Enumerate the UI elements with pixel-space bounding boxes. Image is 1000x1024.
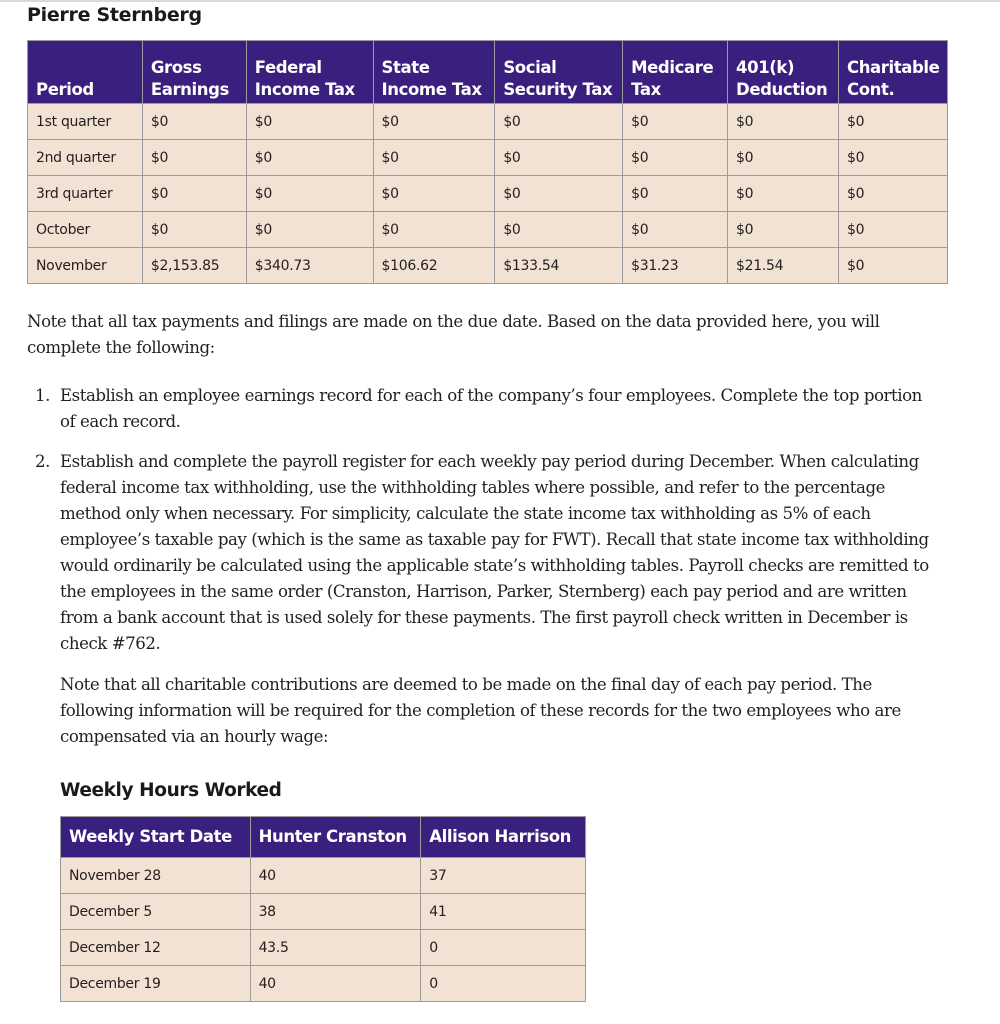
value-cell: $0 bbox=[623, 212, 728, 248]
note-charitable bbox=[60, 672, 930, 750]
instruction-text: Establish an employee earnings record for each of the company’s four employees. Complete the top portion of each record. bbox=[60, 386, 922, 431]
column-header-text: Income Tax bbox=[381, 80, 482, 99]
top-rule bbox=[0, 0, 1000, 2]
instruction-number: 2. bbox=[35, 452, 50, 471]
table-row bbox=[28, 248, 948, 284]
value-cell: $0 bbox=[728, 176, 839, 212]
hours-body bbox=[61, 858, 586, 1002]
column-header bbox=[246, 41, 373, 104]
value-cell: $0 bbox=[623, 176, 728, 212]
table-row bbox=[28, 176, 948, 212]
row-label-cell: 3rd quarter bbox=[28, 176, 143, 212]
value-cell: $0 bbox=[728, 212, 839, 248]
value-cell: $21.54 bbox=[728, 248, 839, 284]
instruction-item bbox=[27, 449, 937, 657]
column-header-text: Social bbox=[503, 58, 557, 77]
employee-heading: Pierre Sternberg bbox=[27, 4, 202, 26]
value-cell: $0 bbox=[838, 176, 947, 212]
table-row bbox=[28, 212, 948, 248]
column-header-text: Period bbox=[36, 80, 94, 99]
column-header-text: Tax bbox=[631, 80, 661, 99]
value-cell: $0 bbox=[495, 104, 623, 140]
column-header bbox=[61, 817, 251, 858]
column-header-text: Weekly Start Date bbox=[69, 827, 232, 846]
instruction-text: Establish and complete the payroll register for each weekly pay period during December. When calculating federal income tax withholding, use the withholding tables where possible, and refer to the percentage method only when necessary. For simplicity, calculate the state income tax withholding as 5% of each employee’s taxable pay (which is the same as taxable pay for FWT). Recall that state income tax withholding would ordinarily be calculated using the applicable state’s withholding tables. Payroll checks are remitted to the employees in the same order (Cranston, Harrison, Parker, Sternberg) each pay period and are written from a bank account that is used solely for these payments. The first payroll check written in December is check #762. bbox=[60, 452, 929, 653]
column-header-text: Income Tax bbox=[254, 80, 355, 99]
column-header-text: Hunter Cranston bbox=[258, 827, 407, 846]
note-intro bbox=[27, 309, 927, 361]
row-label-cell: December 12 bbox=[61, 930, 251, 966]
value-cell: $0 bbox=[838, 248, 947, 284]
column-header-text: Medicare bbox=[631, 58, 714, 77]
column-header bbox=[28, 41, 143, 104]
column-header-text: Allison Harrison bbox=[429, 827, 572, 846]
row-label-cell: November 28 bbox=[61, 858, 251, 894]
column-header bbox=[728, 41, 839, 104]
payroll-body bbox=[28, 104, 948, 284]
column-header bbox=[495, 41, 623, 104]
table-row bbox=[28, 140, 948, 176]
value-cell: 0 bbox=[421, 966, 586, 1002]
row-label-cell: December 19 bbox=[61, 966, 251, 1002]
value-cell: $0 bbox=[373, 104, 495, 140]
column-header bbox=[142, 41, 246, 104]
value-cell: $0 bbox=[728, 104, 839, 140]
instruction-number: 1. bbox=[35, 386, 50, 405]
column-header-text: Cont. bbox=[846, 80, 895, 99]
value-cell: $0 bbox=[246, 176, 373, 212]
value-cell: $133.54 bbox=[495, 248, 623, 284]
value-cell: $0 bbox=[246, 212, 373, 248]
payroll-table bbox=[27, 40, 948, 284]
column-header bbox=[623, 41, 728, 104]
column-header bbox=[838, 41, 947, 104]
column-header-text: Gross bbox=[150, 58, 202, 77]
column-header-text: 401(k) bbox=[736, 58, 795, 77]
value-cell: $0 bbox=[373, 212, 495, 248]
value-cell: 0 bbox=[421, 930, 586, 966]
value-cell: $0 bbox=[495, 140, 623, 176]
column-header-text: Deduction bbox=[736, 80, 828, 99]
instructions-list bbox=[27, 383, 937, 657]
value-cell: $0 bbox=[838, 140, 947, 176]
value-cell: $0 bbox=[495, 212, 623, 248]
column-header-text: Earnings bbox=[150, 80, 229, 99]
value-cell: $0 bbox=[142, 176, 246, 212]
value-cell: 41 bbox=[421, 894, 586, 930]
value-cell: $0 bbox=[623, 140, 728, 176]
column-header-text: Charitable bbox=[846, 58, 940, 77]
note-intro-text: Note that all tax payments and filings are made on the due date. Based on the data provided here, you will complete the following: bbox=[27, 312, 880, 357]
value-cell: $106.62 bbox=[373, 248, 495, 284]
value-cell: $0 bbox=[495, 176, 623, 212]
table-row bbox=[61, 894, 586, 930]
value-cell: 43.5 bbox=[250, 930, 421, 966]
value-cell: $0 bbox=[373, 140, 495, 176]
value-cell: $0 bbox=[838, 212, 947, 248]
value-cell: 40 bbox=[250, 858, 421, 894]
table-row bbox=[61, 858, 586, 894]
row-label-cell: December 5 bbox=[61, 894, 251, 930]
value-cell: $2,153.85 bbox=[142, 248, 246, 284]
instruction-item bbox=[27, 383, 937, 435]
note-charitable-text: Note that all charitable contributions are deemed to be made on the final day of each pay period. The following information will be required for the completion of these records for the two employees who are compensated via an hourly wage: bbox=[60, 675, 901, 746]
hours-table-title: Weekly Hours Worked bbox=[60, 780, 282, 801]
hours-header-row bbox=[61, 817, 586, 858]
column-header-text: State bbox=[381, 58, 430, 77]
row-label-cell: 2nd quarter bbox=[28, 140, 143, 176]
column-header bbox=[421, 817, 586, 858]
column-header-text: Federal bbox=[254, 58, 322, 77]
value-cell: $0 bbox=[142, 212, 246, 248]
instructions-section bbox=[27, 383, 937, 671]
table-row bbox=[61, 930, 586, 966]
row-label-cell: October bbox=[28, 212, 143, 248]
column-header bbox=[373, 41, 495, 104]
value-cell: $0 bbox=[142, 104, 246, 140]
value-cell: 38 bbox=[250, 894, 421, 930]
value-cell: $0 bbox=[623, 104, 728, 140]
table-row bbox=[28, 104, 948, 140]
value-cell: 37 bbox=[421, 858, 586, 894]
table-row bbox=[61, 966, 586, 1002]
hours-table bbox=[60, 816, 586, 1002]
value-cell: $0 bbox=[246, 104, 373, 140]
row-label-cell: November bbox=[28, 248, 143, 284]
value-cell: $0 bbox=[373, 176, 495, 212]
value-cell: $0 bbox=[246, 140, 373, 176]
row-label-cell: 1st quarter bbox=[28, 104, 143, 140]
payroll-header-row bbox=[28, 41, 948, 104]
value-cell: $0 bbox=[728, 140, 839, 176]
value-cell: $340.73 bbox=[246, 248, 373, 284]
value-cell: $31.23 bbox=[623, 248, 728, 284]
column-header-text: Security Tax bbox=[503, 80, 613, 99]
value-cell: $0 bbox=[142, 140, 246, 176]
value-cell: 40 bbox=[250, 966, 421, 1002]
value-cell: $0 bbox=[838, 104, 947, 140]
column-header bbox=[250, 817, 421, 858]
